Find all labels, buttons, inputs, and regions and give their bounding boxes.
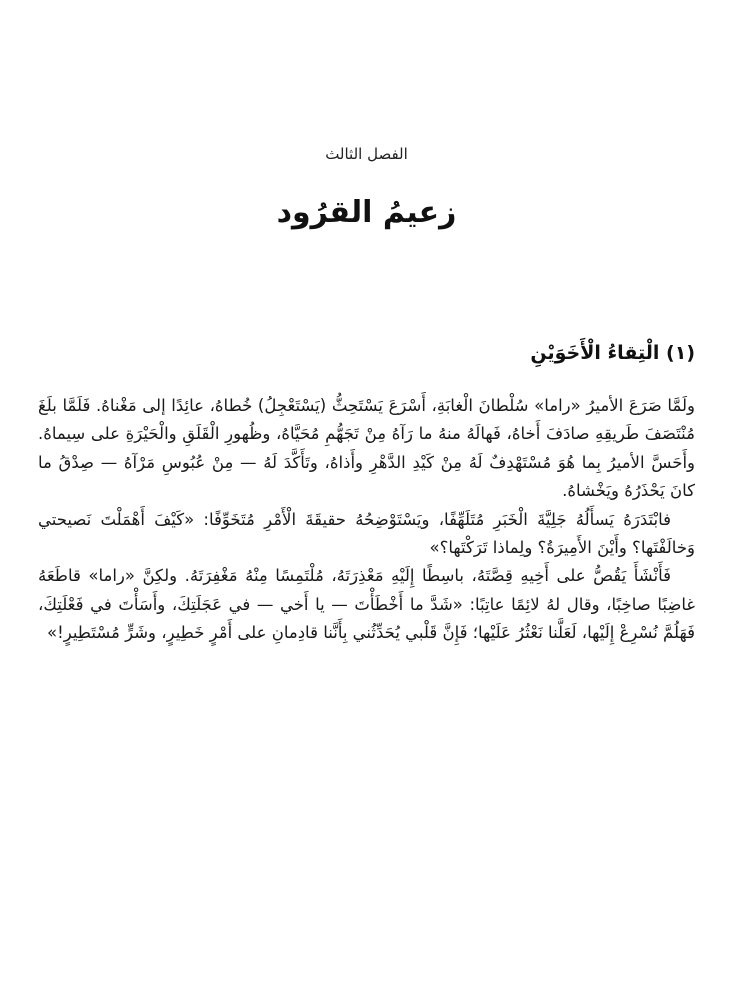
chapter-label: الفصل الثالث: [325, 145, 408, 163]
paragraph: فابْتَدَرَهُ يَسأَلُهُ جَلِيَّةَ الْخَبَرِ مُتَلَهِّفًا، ويَسْتَوْضِحُهُ حقيقَةَ الْأَمْرِ مُتَخَوِّفًا: «كَيْفَ أَهْمَلْتَ نَصيحتي وَخالَفْتَها؟ وأَيْنَ الأَمِيرَةُ؟ ولِماذا تَرَكْتَها؟»: [38, 509, 695, 558]
section-heading: (١) الْتِقاءُ الْأَخَوَيْنِ: [530, 342, 695, 364]
paragraph: فَأَنْشَأَ يَقُصُّ على أَخِيهِ قِصَّتَهُ، باسِطًا إِلَيْهِ مَعْذِرَتَهُ، مُلْتَمِسًا مِنْهُ مَغْفِرَتَهُ. ولكِنَّ «راما» قاطَعَهُ غاضِبًا صاخِبًا، وقال لهُ لائِمًا عاتِبًا: «شَدَّ ما أَخْطَأْتَ — يا أَخي — في عَجَلَتِكَ، وأَسَأْتَ في فَعْلَتِكَ، فَهَلُمَّ نُسْرِعْ إِلَيْها، لَعَلَّنا نَعْثُرُ عَلَيْها؛ فَإِنَّ قَلْبي يُحَدِّثُني بِأَنَّنا قادِمانِ على أَمْرٍ خَطِيرٍ، وشَرٍّ مُسْتَطِيرٍ!»: [38, 566, 695, 643]
paragraph: ولَمَّا صَرَعَ الأميرُ «راما» سُلْطانَ الْغابَةِ، أَسْرَعَ يَسْتَحِثُّ (يَسْتَعْجِلُ) خُطاهُ، عائِدًا إلى مَغْناهُ. فَلَمَّا بلَغَ مُنْتَصَفَ طَريقِهِ صادَفَ أَخاهُ، فَهالَهُ منهُ ما رَآهُ مِنْ تَجَهُّمِ مُحَيَّاهُ، وظُهورِ الْقَلَقِ والْحَيْرَةِ على سِيماهُ. وأَحَسَّ الأميرُ بِما هُوَ مُسْتَهْدِفٌ لَهُ مِنْ كَيْدِ الدَّهْرِ وأَذاهُ، وتَأَكَّدَ لَهُ — مِنْ عُبُوسِ مَرْآهُ — صِدْقُ ما كانَ يَحْذَرُهُ ويَخْشاهُ.: [38, 396, 695, 501]
chapter-title: زعيمُ القرُود: [276, 195, 457, 230]
chapter-body: [38, 392, 695, 648]
